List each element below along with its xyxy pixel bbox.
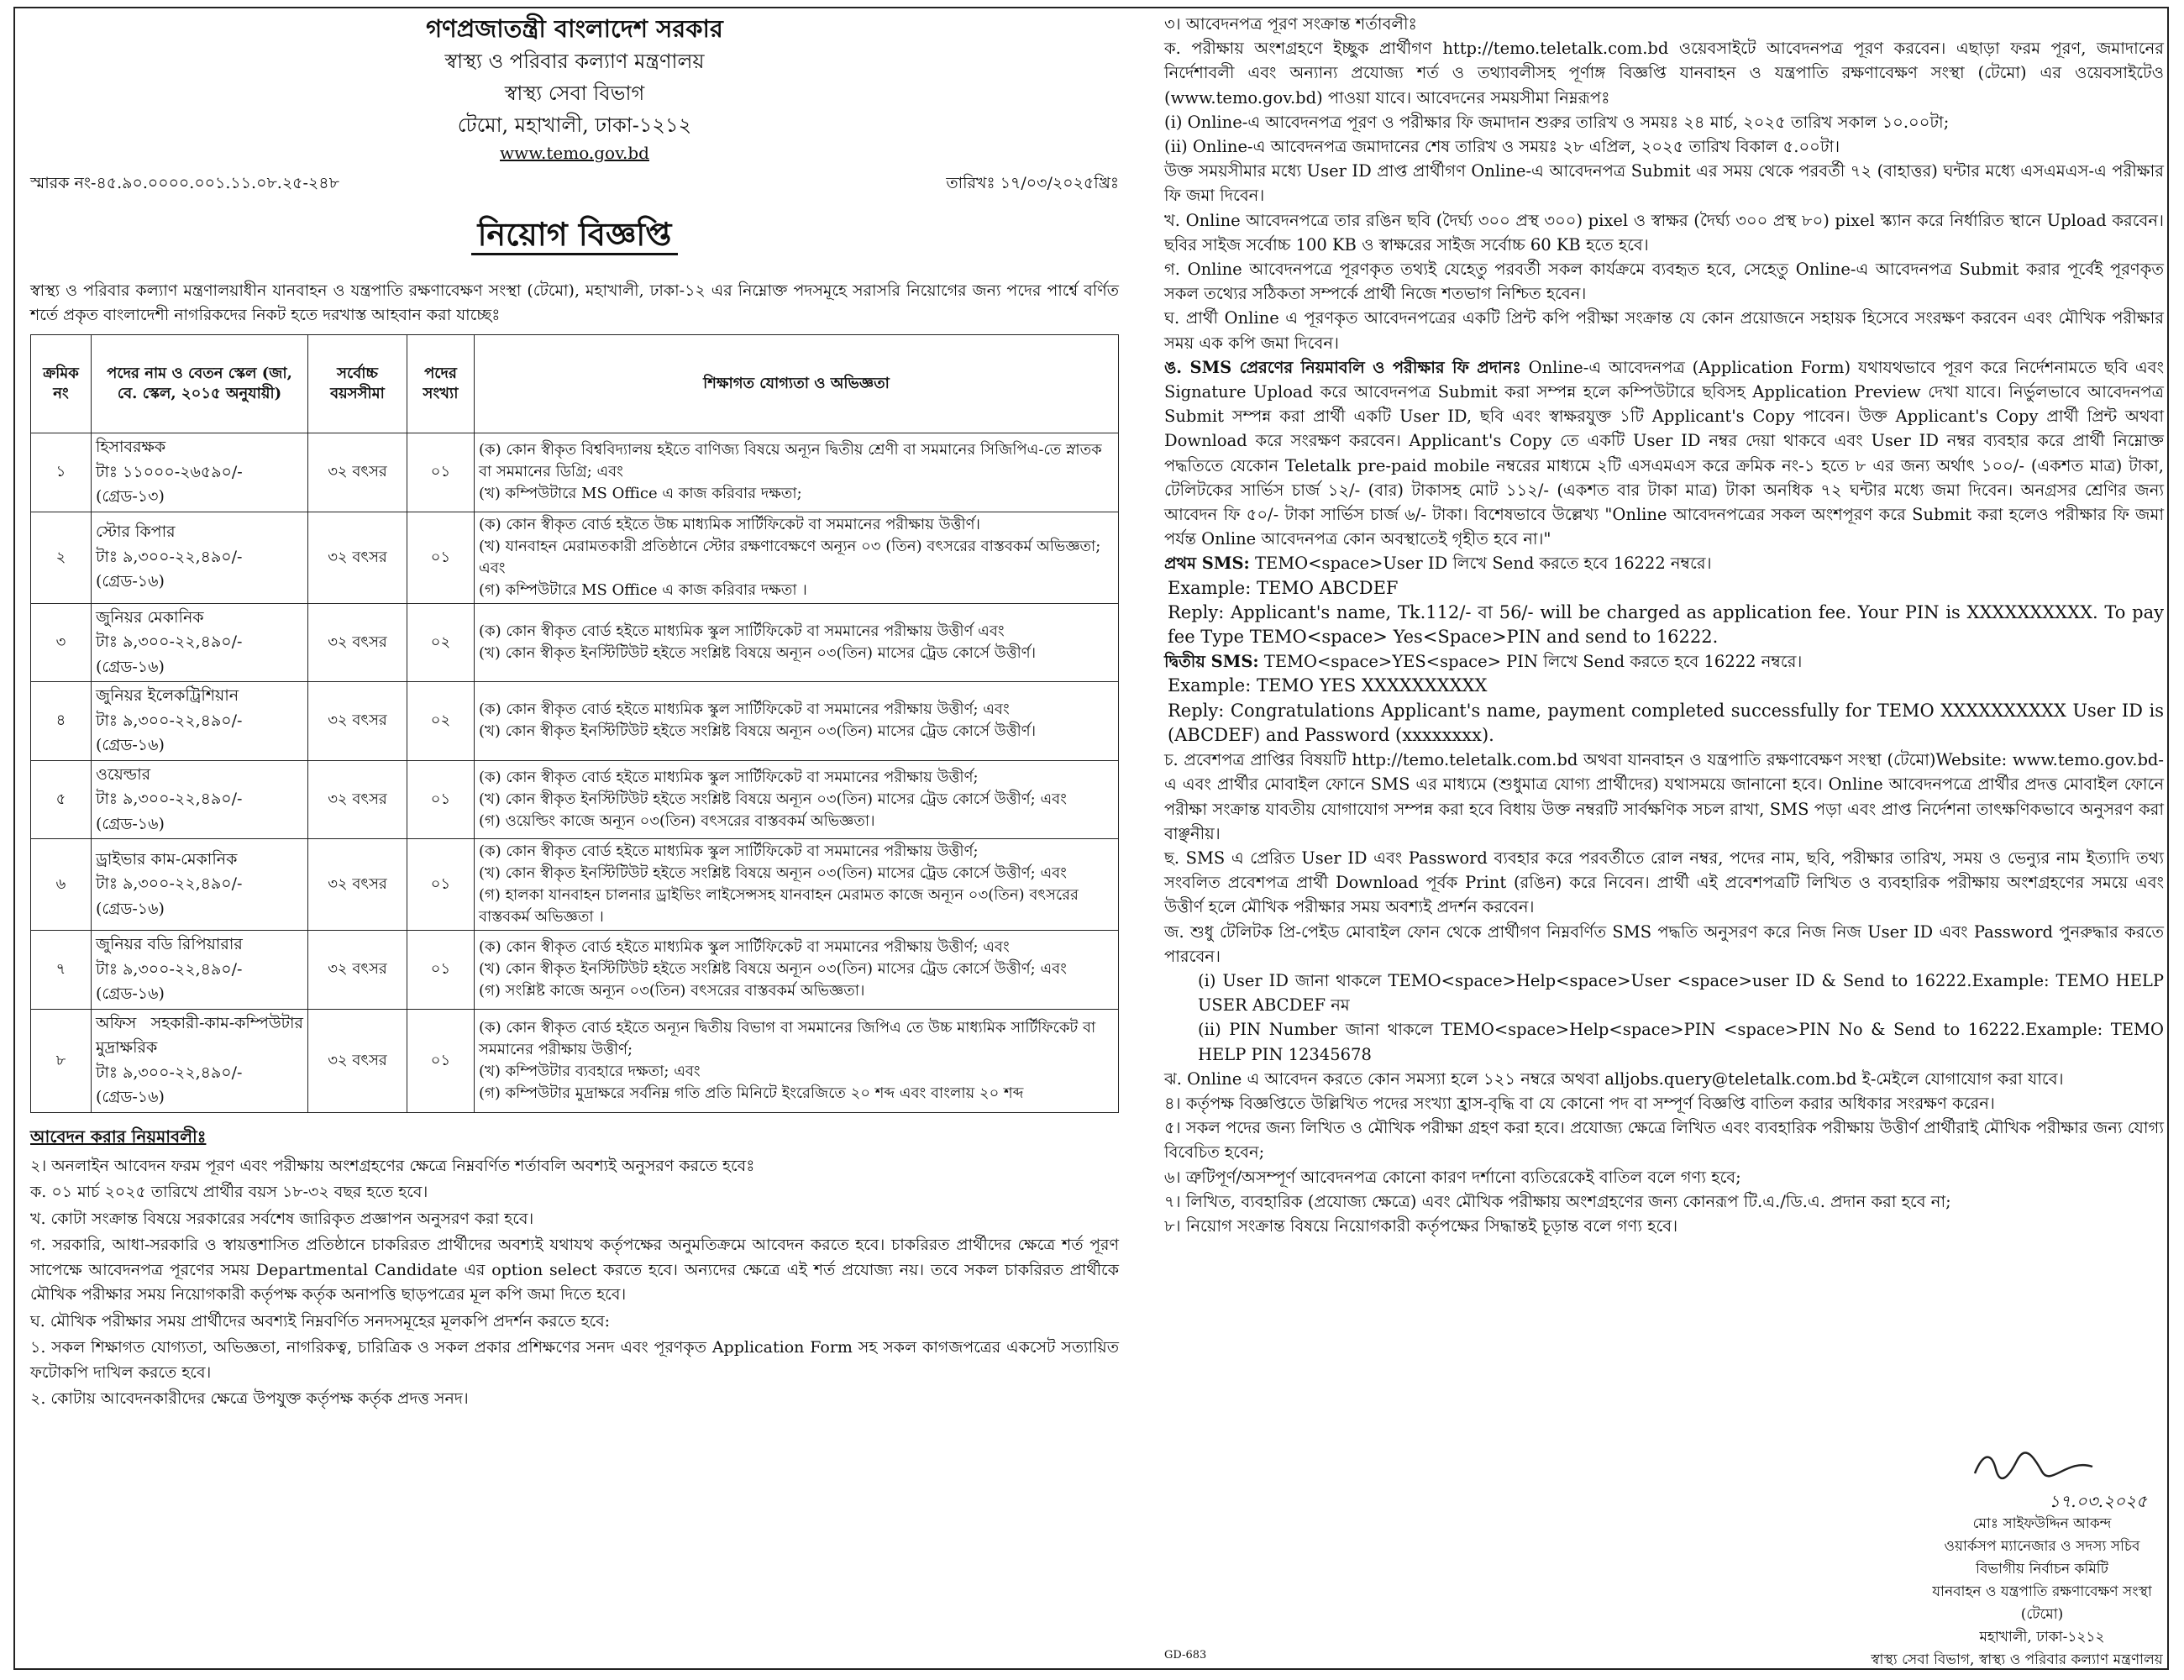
- cell-age: ৩২ বৎসর: [308, 1009, 407, 1112]
- cell-qualification: (ক) কোন স্বীকৃত বোর্ড হইতে উচ্চ মাধ্যমিক সার্টিফিকেট বা সমমানের পরীক্ষায় উত্তীর্ণ। (খ) যানবাহন মেরামতকারী প্রতিষ্ঠানে স্টোর রক্ষণাবেক্ষণে অন্যূন ০৩ (তিন) বৎসরের বাস্তবকর্ম অভিজ্ঞতা; এবং (গ) কম্পিউটারে MS Office এ কাজ করিবার দক্ষতা ।: [475, 512, 1119, 603]
- signatory-name: মোঃ সাইফউদ্দিন আকন্দ: [1972, 1515, 2112, 1532]
- cell-qty: ০১: [407, 1009, 475, 1112]
- cell-post: হিসাবরক্ষক টাঃ ১১০০০-২৬৫৯০/- (গ্রেড-১৩): [92, 433, 308, 512]
- col-header-qty: পদের সংখ্যা: [407, 335, 475, 433]
- condition-cha: চ. প্রবেশপত্র প্রাপ্তির বিষয়টি http://temo.teletalk.com.bd অথবা যানবাহন ও যন্ত্রপাতি রক্ষণাবেক্ষণ সংস্থা (টেমো)Website: www.temo.gov.bd-এ এবং প্রার্থীর মোবাইল ফোনে SMS এর মাধ্যমে (শুধুমাত্র যোগ্য প্রার্থীদের) যথাসময়ে জানানো হবে। Online আবেদনপত্রে প্রার্থীর প্রদত্ত মোবাইল ফোনে পরীক্ষা সংক্রান্ত যাবতীয় যোগাযোগ সম্পন্ন করা হবে বিধায় উক্ত নম্বরটি সার্বক্ষণিক সচল রাখা, SMS পড়া এবং প্রাপ্ত নির্দেশনা তাৎক্ষণিকভাবে অনুসরণ করা বাঞ্ছনীয়।: [1164, 750, 2164, 843]
- sms1-reply: Reply: Applicant's name, Tk.112/- বা 56/- will be charged as application fee. Your PIN is XXXXXXXXXX. To pay fee Type TEMO<space> Yes<Space>PIN and send to 16222.: [1168, 601, 2164, 648]
- sms-section: [1164, 355, 2164, 552]
- condition-ga: গ. Online আবেদনপত্রে পূরণকৃত তথ্যই যেহেতু পরবর্তী সকল কার্যক্রমে ব্যবহৃত হবে, সেহেতু Online-এ আবেদনপত্র Submit করার পূর্বেই পূরণকৃত সকল তথ্যের সঠিকতা সম্পর্কে প্রার্থী নিজে শতভাগ নিশ্চিত হবেন।: [1164, 260, 2164, 304]
- sms2-line: [1164, 649, 2164, 674]
- table-row: [31, 760, 1119, 839]
- table-row: [31, 433, 1119, 512]
- col-header-serial: ক্রমিক নং: [31, 335, 92, 433]
- cell-post: ড্রাইভার কাম-মেকানিক টাঃ ৯,৩০০-২২,৪৯০/- (গ্রেড-১৬): [92, 839, 308, 931]
- col-header-age: সর্বোচ্চ বয়সসীমা: [308, 335, 407, 433]
- cell-age: ৩২ বৎসর: [308, 603, 407, 682]
- left-column: [30, 12, 1119, 1412]
- cell-serial: ৪: [31, 682, 92, 761]
- sms2-reply: Reply: Congratulations Applicant's name, payment completed successfully for TEMO XXXXXXXXXX User ID is (ABCDEF) and Password (xxxxxxxx).: [1168, 700, 2164, 745]
- cell-qty: ০১: [407, 433, 475, 512]
- signature-block: [1871, 1448, 2164, 1672]
- sms1-line: [1164, 551, 2164, 575]
- cell-age: ৩২ বৎসর: [308, 931, 407, 1010]
- posts-table: [30, 334, 1119, 1113]
- table-row: [31, 512, 1119, 603]
- condition-chha: ছ. SMS এ প্রেরিত User ID এবং Password ব্যবহার করে পরবর্তীতে রোল নম্বর, পদের নাম, ছবি, পরীক্ষার তারিখ, সময় ও ভেন্যুর নাম ইত্যাদি তথ্য সংবলিত প্রবেশপত্র প্রার্থী Download পূর্বক Print (রঙিন) করে নিবেন। প্রার্থী এই প্রবেশপত্রটি লিখিত ও ব্যবহারিক পরীক্ষায় অংশগ্রহণের সময়ে এবং উত্তীর্ণ হলে মৌখিক পরীক্ষার সময় অবশ্যই প্রদর্শন করবেন।: [1164, 848, 2164, 917]
- cell-qualification: (ক) কোন স্বীকৃত বোর্ড হইতে মাধ্যমিক স্কুল সার্টিফিকেট বা সমমানের পরীক্ষায় উত্তীর্ণ; (খ) কোন স্বীকৃত ইনস্টিটিউট হইতে সংশ্লিষ্ট বিষয়ে অন্যূন ০৩(তিন) মাসের ট্রেড কোর্সে উত্তীর্ণ; এবং (গ) ওয়েল্ডিং কাজে অন্যূন ০৩(তিন) বৎসরের বাস্তবকর্ম অভিজ্ঞতা।: [475, 760, 1119, 839]
- cell-qualification: (ক) কোন স্বীকৃত বোর্ড হইতে মাধ্যমিক স্কুল সার্টিফিকেট বা সমমানের পরীক্ষায় উত্তীর্ণ; এবং (খ) কোন স্বীকৃত ইনস্টিটিউট হইতে সংশ্লিষ্ট বিষয়ে অন্যূন ০৩(তিন) মাসের ট্রেড কোর্সে উত্তীর্ণ।: [475, 682, 1119, 761]
- cell-post: স্টোর কিপার টাঃ ৯,৩০০-২২,৪৯০/- (গ্রেড-১৬): [92, 512, 308, 603]
- gov-name: গণপ্রজাতন্ত্রী বাংলাদেশ সরকার: [426, 14, 723, 43]
- cell-serial: ৩: [31, 603, 92, 682]
- memo-number: স্মারক নং-৪৫.৯০.০০০০.০০১.১১.০৮.২৫-২৪৮: [30, 174, 339, 192]
- col-header-qualification: শিক্ষাগত যোগ্যতা ও অভিজ্ঞতা: [475, 335, 1119, 433]
- signatory-ministry: স্বাস্থ্য সেবা বিভাগ, স্বাস্থ্য ও পরিবার কল্যাণ মন্ত্রণালয়: [1871, 1651, 2163, 1668]
- cell-qty: ০২: [407, 603, 475, 682]
- cell-qty: ০১: [407, 931, 475, 1010]
- division-name: স্বাস্থ্য সেবা বিভাগ: [504, 81, 645, 105]
- condition-kha: খ. Online আবেদনপত্রে তার রঙিন ছবি (দৈর্ঘ্য ৩০০ প্রস্থ ৩০০) pixel ও স্বাক্ষর (দৈর্ঘ্য ৩০০ প্রস্থ ৮০) pixel স্ক্যান করে নির্ধারিত স্থানে Upload করবেন। ছবির সাইজ সর্বোচ্চ 100 KB ও স্বাক্ষরের সাইজ সর্বোচ্চ 60 KB হতে হবে।: [1164, 210, 2164, 255]
- col-header-post: পদের নাম ও বেতন স্কেল (জা, বে. স্কেল, ২০১৫ অনুযায়ী): [92, 335, 308, 433]
- condition-ja: জ. শুধু টেলিটক প্রি-পেইড মোবাইল ফোন থেকে প্রার্থীগণ নিম্নবর্ণিত SMS পদ্ধতি অনুসরণ করে নিজ নিজ User ID এবং Password পুনরুদ্ধার করতে পারবেন।: [1164, 921, 2164, 966]
- clause-7: ৭। লিখিত, ব্যবহারিক (প্রযোজ্য ক্ষেত্রে) এবং মৌখিক পরীক্ষায় অংশগ্রহণের জন্য কোনরূপ টি.এ./ডি.এ. প্রদান করা হবে না;: [1164, 1191, 1951, 1211]
- cell-post: জুনিয়র ইলেকট্রিশিয়ান টাঃ ৯,৩০০-২২,৪৯০/- (গ্রেড-১৬): [92, 682, 308, 761]
- footer-code: GD-683: [1164, 1649, 1207, 1662]
- cell-post: ওয়েল্ডার টাঃ ৯,৩০০-২২,৪৯০/- (গ্রেড-১৬): [92, 760, 308, 839]
- cell-age: ৩২ বৎসর: [308, 839, 407, 931]
- rule-item: খ. কোটা সংক্রান্ত বিষয়ে সরকারের সর্বশেষ জারিকৃত প্রজ্ঞাপন অনুসরণ করা হবে।: [30, 1209, 534, 1228]
- intro-paragraph: স্বাস্থ্য ও পরিবার কল্যাণ মন্ত্রণালয়াধীন যানবাহন ও যন্ত্রপাতি রক্ষণাবেক্ষণ সংস্থা (টেমো), মহাখালী, ঢাকা-১২ এর নিম্নোক্ত পদসমূহে সরাসরি নিয়োগের জন্য পদের পার্শ্বে বর্ণিত শর্তে প্রকৃত বাংলাদেশী নাগরিকদের নিকট হতে দরখাস্ত আহবান করা যাচ্ছেঃ: [30, 281, 1119, 324]
- cell-serial: ৬: [31, 839, 92, 931]
- fee-note: উক্ত সময়সীমার মধ্যে User ID প্রাপ্ত প্রার্থীগণ Online-এ আবেদনপত্র Submit এর সময় থেকে পরবর্তী ৭২ (বাহাত্তর) ঘন্টার মধ্যে এসএমএস-এ পরীক্ষার ফি জমা দিবেন।: [1164, 161, 2164, 206]
- rule-item: ঘ. মৌখিক পরীক্ষার সময় প্রার্থীদের অবশ্যই নিম্নবর্ণিত সনদসমূহের মূলকপি প্রদর্শন করতে হবে:: [30, 1311, 611, 1331]
- deadline-start: (i) Online-এ আবেদনপত্র পূরণ ও পরীক্ষার ফি জমাদান শুরুর তারিখ ও সময়ঃ ২৪ মার্চ, ২০২৫ তারিখ সকাল ১০.০০টা;: [1164, 112, 1950, 132]
- condition-gha: ঘ. প্রার্থী Online এ পূরণকৃত আবেদনপত্রের একটি প্রিন্ট কপি পরীক্ষা সংক্রান্ত যে কোন প্রয়োজনে সহায়ক হিসেবে সংরক্ষণ করবেন এবং মৌখিক পরীক্ষার সময় এক কপি জমা দিবেন।: [1164, 308, 2164, 353]
- signatory-address: মহাখালী, ঢাকা-১২১২: [1979, 1629, 2105, 1646]
- ministry-name: স্বাস্থ্য ও পরিবার কল্যাণ মন্ত্রণালয়: [444, 50, 705, 73]
- rule-item: ১. সকল শিক্ষাগত যোগ্যতা, অভিজ্ঞতা, নাগরিকত্ব, চারিত্রিক ও সকল প্রকার প্রশিক্ষণের সনদ এবং পূরণকৃত Application Form সহ সকল কাগজপত্রের একসেট সত্যায়িত ফটোকপি দাখিল করতে হবে।: [30, 1338, 1119, 1382]
- office-address: টেমো, মহাখালী, ঢাকা-১২১২: [457, 113, 692, 137]
- rules-list: [30, 1154, 1119, 1412]
- rule-item: গ. সরকারি, আধা-সরকারি ও স্বায়ত্তশাসিত প্রতিষ্ঠানে চাকরিরত প্রার্থীদের অবশ্যই যথাযথ কর্তৃপক্ষের অনুমতিক্রমে আবেদন করতে হবে। চাকরিরত প্রার্থীদের ক্ষেত্রে শর্ত পূরণ সাপেক্ষে আবেদনপত্র পূরণের সময় Departmental Candidate এর option select করতে হবে। অন্যদের ক্ষেত্রে এই শর্ত প্রযোজ্য নয়। তবে সকল চাকরিরত প্রার্থীকে মৌখিক পরীক্ষার সময় নিয়োগকারী কর্তৃপক্ষ কর্তৃক অনাপত্তি ছাড়পত্রের মূল কপি জমা দিতে হবে।: [30, 1236, 1119, 1304]
- sms1-example: Example: TEMO ABCDEF: [1168, 577, 1399, 598]
- signatory-designation: ওয়ার্কসপ ম্যানেজার ও সদস্য সচিব: [1944, 1538, 2140, 1555]
- rule-item: ২. কোটায় আবেদনকারীদের ক্ষেত্রে উপযুক্ত কর্তৃপক্ষ কর্তৃক প্রদত্ত সনদ।: [30, 1389, 469, 1408]
- sms-section-title: ঙ. SMS প্রেরণের নিয়মাবলি ও পরীক্ষার ফি প্রদানঃ: [1164, 357, 1521, 377]
- table-header-row: [31, 335, 1119, 433]
- clause-5: ৫। সকল পদের জন্য লিখিত ও মৌখিক পরীক্ষা গ্রহণ করা হবে। প্রযোজ্য ক্ষেত্রে লিখিত এবং ব্যবহারিক পরীক্ষায় উত্তীর্ণ প্রার্থীরাই মৌখিক পরীক্ষার জন্য যোগ্য বিবেচিত হবেন;: [1164, 1118, 2164, 1163]
- signatory-org: যানবাহন ও যন্ত্রপাতি রক্ষণাবেক্ষণ সংস্থা (টেমো): [1932, 1583, 2152, 1623]
- signatory-committee: বিভাগীয় নির্বাচন কমিটি: [1976, 1561, 2108, 1578]
- rule-item: ক. ০১ মার্চ ২০২৫ তারিখে প্রার্থীর বয়স ১৮-৩২ বছর হতে হবে।: [30, 1183, 428, 1201]
- rule-item: ২। অনলাইন আবেদন ফরম পূরণ এবং পরীক্ষায় অংশগ্রহণের ক্ষেত্রে নিম্নবর্ণিত শর্তাবলি অবশ্যই অনুসরণ করতে হবেঃ: [30, 1156, 755, 1175]
- cell-qualification: (ক) কোন স্বীকৃত বোর্ড হইতে মাধ্যমিক স্কুল সার্টিফিকেট বা সমমানের পরীক্ষায় উত্তীর্ণ এবং (খ) কোন স্বীকৃত ইনস্টিটিউট হইতে সংশ্লিষ্ট বিষয়ে অন্যূন ০৩(তিন) মাসের ট্রেড কোর্সে উত্তীর্ণ।: [475, 603, 1119, 682]
- signature-scribble: [1920, 1448, 2164, 1490]
- memo-row: [30, 171, 1119, 198]
- condition-jha: ঝ. Online এ আবেদন করতে কোন সমস্যা হলে ১২১ নম্বরে অথবা alljobs.query@teletalk.com.bd ই-মেইলে যোগাযোগ করা যাবে।: [1164, 1068, 2064, 1089]
- cell-age: ৩২ বৎসর: [308, 682, 407, 761]
- cell-qualification: (ক) কোন স্বীকৃত বোর্ড হইতে মাধ্যমিক স্কুল সার্টিফিকেট বা সমমানের পরীক্ষায় উত্তীর্ণ; এবং (খ) কোন স্বীকৃত ইনস্টিটিউট হইতে সংশ্লিষ্ট বিষয়ে অন্যূন ০৩(তিন) মাসের ট্রেড কোর্সে উত্তীর্ণ; এবং (গ) সংশ্লিষ্ট কাজে অন্যূন ০৩(তিন) বৎসরের বাস্তবকর্ম অভিজ্ঞতা।: [475, 931, 1119, 1010]
- cell-age: ৩২ বৎসর: [308, 512, 407, 603]
- cell-qty: ০২: [407, 682, 475, 761]
- cell-serial: ১: [31, 433, 92, 512]
- clause-6: ৬। ত্রুটিপূর্ণ/অসম্পূর্ণ আবেদনপত্র কোনো কারণ দর্শানো ব্যতিরেকেই বাতিল বলে গণ্য হবে;: [1164, 1167, 1741, 1187]
- rules-title: আবেদন করার নিয়মাবলীঃ: [30, 1126, 207, 1147]
- table-row: [31, 603, 1119, 682]
- table-row: [31, 931, 1119, 1010]
- cell-age: ৩২ বৎসর: [308, 433, 407, 512]
- memo-date: তারিখঃ ১৭/০৩/২০২৫খ্রিঃ: [946, 174, 1119, 192]
- sms1-text: TEMO<space>User ID লিখে Send করতে হবে 16222 নম্বরে।: [1254, 554, 1712, 574]
- cell-serial: ২: [31, 512, 92, 603]
- website-link[interactable]: www.temo.gov.bd: [500, 143, 649, 163]
- sms2-example: Example: TEMO YES XXXXXXXXXX: [1168, 675, 1488, 696]
- cell-post: জুনিয়র মেকানিক টাঃ ৯,৩০০-২২,৪৯০/- (গ্রেড-১৬): [92, 603, 308, 682]
- cell-post: জুনিয়র বডি রিপিয়ারার টাঃ ৯,৩০০-২২,৪৯০/- (গ্রেড-১৬): [92, 931, 308, 1010]
- cell-serial: ৭: [31, 931, 92, 1010]
- recover-user-id: (i) User ID জানা থাকলে TEMO<space>Help<space>User <space>user ID & Send to 16222.Example: TEMO HELP USER ABCDEF নম: [1198, 970, 2164, 1016]
- cell-qualification: (ক) কোন স্বীকৃত বিশ্ববিদ্যালয় হইতে বাণিজ্য বিষয়ে অন্যূন দ্বিতীয় শ্রেণী বা সমমানের সিজিপিএ-তে স্নাতক বা সমমানের ডিগ্রি; এবং (খ) কম্পিউটারে MS Office এ কাজ করিবার দক্ষতা;: [475, 433, 1119, 512]
- clause-4: ৪। কর্তৃপক্ষ বিজ্ঞপ্তিতে উল্লিখিত পদের সংখ্যা হ্রাস-বৃদ্ধি বা যে কোনো পদ বা সম্পূর্ণ বিজ্ঞপ্তি বাতিল করার অধিকার সংরক্ষণ করেন।: [1164, 1093, 1995, 1113]
- cell-qualification: (ক) কোন স্বীকৃত বোর্ড হইতে মাধ্যমিক স্কুল সার্টিফিকেট বা সমমানের পরীক্ষায় উত্তীর্ণ; (খ) কোন স্বীকৃত ইনস্টিটিউট হইতে সংশ্লিষ্ট বিষয়ে অন্যূন ০৩(তিন) মাসের ট্রেড কোর্সে উত্তীর্ণ; এবং (গ) হালকা যানবাহন চালনার ড্রাইভিং লাইসেন্সসহ যানবাহন মেরামত কাজে অন্যূন ০৩(তিন) বৎসরের বাস্তবকর্ম অভিজ্ঞতা ।: [475, 839, 1119, 931]
- cell-qty: ০১: [407, 839, 475, 931]
- recover-pin: (ii) PIN Number জানা থাকলে TEMO<space>Help<space>PIN <space>PIN No & Send to 16222.Example: TEMO HELP PIN 12345678: [1198, 1020, 2164, 1064]
- sms1-label: প্রথম SMS:: [1164, 554, 1250, 574]
- table-row: [31, 682, 1119, 761]
- cell-qty: ০১: [407, 512, 475, 603]
- cell-serial: ৮: [31, 1009, 92, 1112]
- cell-qty: ০১: [407, 760, 475, 839]
- cell-age: ৩২ বৎসর: [308, 760, 407, 839]
- conditions-title: ৩। আবেদনপত্র পূরণ সংক্রান্ত শর্তাবলীঃ: [1164, 14, 1417, 34]
- signature-stroke-icon: [1958, 1448, 2126, 1482]
- signature-date: ১৭.০৩.২০২৫: [2049, 1491, 2147, 1511]
- page-title: নিয়োগ বিজ্ঞপ্তি: [30, 210, 1119, 264]
- clause-8: ৮। নিয়োগ সংক্রান্ত বিষয়ে নিয়োগকারী কর্তৃপক্ষের সিদ্ধান্তই চূড়ান্ত বলে গণ্য হবে।: [1164, 1215, 1678, 1236]
- sms2-text: TEMO<space>YES<space> PIN লিখে Send করতে হবে 16222 নম্বরে।: [1263, 652, 1803, 672]
- sms2-label: দ্বিতীয় SMS:: [1164, 652, 1259, 672]
- cell-serial: ৫: [31, 760, 92, 839]
- cell-post: অফিস সহকারী-কাম-কম্পিউটার মুদ্রাক্ষরিক টাঃ ৯,৩০০-২২,৪৯০/- (গ্রেড-১৬): [92, 1009, 308, 1112]
- deadline-end: (ii) Online-এ আবেদনপত্র জমাদানের শেষ তারিখ ও সময়ঃ ২৮ এপ্রিল, ২০২৫ তারিখ বিকাল ৫.০০টা।: [1164, 137, 1840, 157]
- table-row: [31, 1009, 1119, 1112]
- cell-qualification: (ক) কোন স্বীকৃত বোর্ড হইতে অন্যূন দ্বিতীয় বিভাগ বা সমমানের জিপিএ তে উচ্চ মাধ্যমিক সার্টিফিকেট বা সমমানের পরীক্ষায় উত্তীর্ণ; (খ) কম্পিউটার ব্যবহারে দক্ষতা; এবং (গ) কম্পিউটার মুদ্রাক্ষরে সর্বনিম্ন গতি প্রতি মিনিটে ইংরেজিতে ২০ শব্দ এবং বাংলায় ২০ শব্দ: [475, 1009, 1119, 1112]
- sms-section-body: Online-এ আবেদনপত্র (Application Form) যথাযথভাবে পূরণ করে নির্দেশনামতে ছবি এবং Signature Upload করে আবেদনপত্র Submit করা সম্পন্ন হলে কম্পিউটারে ছবিসহ Application Preview দেখা যাবে। নির্ভুলভাবে আবেদনপত্র Submit সম্পন্ন করা প্রার্থী একটি User ID, ছবি এবং স্বাক্ষরযুক্ত ১টি Applicant's Copy পাবেন। উক্ত Applicant's Copy প্রার্থী প্রিন্ট অথবা Download করে সংরক্ষণ করবেন। Applicant's Copy তে একটি User ID নম্বর দেয়া থাকবে এবং User ID নম্বর ব্যবহার করে প্রার্থী নিম্নোক্ত পদ্ধতিতে যেকোন Teletalk pre-paid mobile নম্বরের মাধ্যমে ২টি এসএমএস করে ক্রমিক নং-১ হতে ৮ এর জন্য অর্থাৎ ১০০/- (একশত মাত্র) টাকা, টেলিটকের সার্ভিস চার্জ ১২/- (বার) টাকাসহ মোট ১১২/- (একশত বার টাকা মাত্র) টাকা অনধিক ৭২ ঘন্টার মধ্যে জমা দিবেন। অনগ্রসর শ্রেণির জন্য আবেদন ফি ৫০/- টাকা সার্ভিস চার্জ ৬/- টাকা। বিশেষভাবে উল্লেখ্য "Online আবেদনপত্রের সকল অংশপূরণ করে Submit করা হলেও পরীক্ষার ফি জমা পর্যন্ত Online আবেদনপত্র কোন অবস্থাতেই গৃহীত হবে না।": [1164, 357, 2165, 549]
- condition-ka: ক. পরীক্ষায় অংশগ্রহণে ইচ্ছুক প্রার্থীগণ http://temo.teletalk.com.bd ওয়েবসাইটে আবেদনপত্র পূরণ করবেন। এছাড়া ফরম পূরণ, জমাদানের নির্দেশাবলী এবং অন্যান্য প্রযোজ্য শর্ত ও তথ্যাবলীসহ পূর্ণাঙ্গ বিজ্ঞপ্তি যানবাহন ও যন্ত্রপাতি রক্ষণাবেক্ষণ সংস্থা (টেমো) এর ওয়েবসাইটেও (www.temo.gov.bd) পাওয়া যাবে। আবেদনের সময়সীমা নিম্নরূপঃ: [1164, 39, 2164, 108]
- table-row: [31, 839, 1119, 931]
